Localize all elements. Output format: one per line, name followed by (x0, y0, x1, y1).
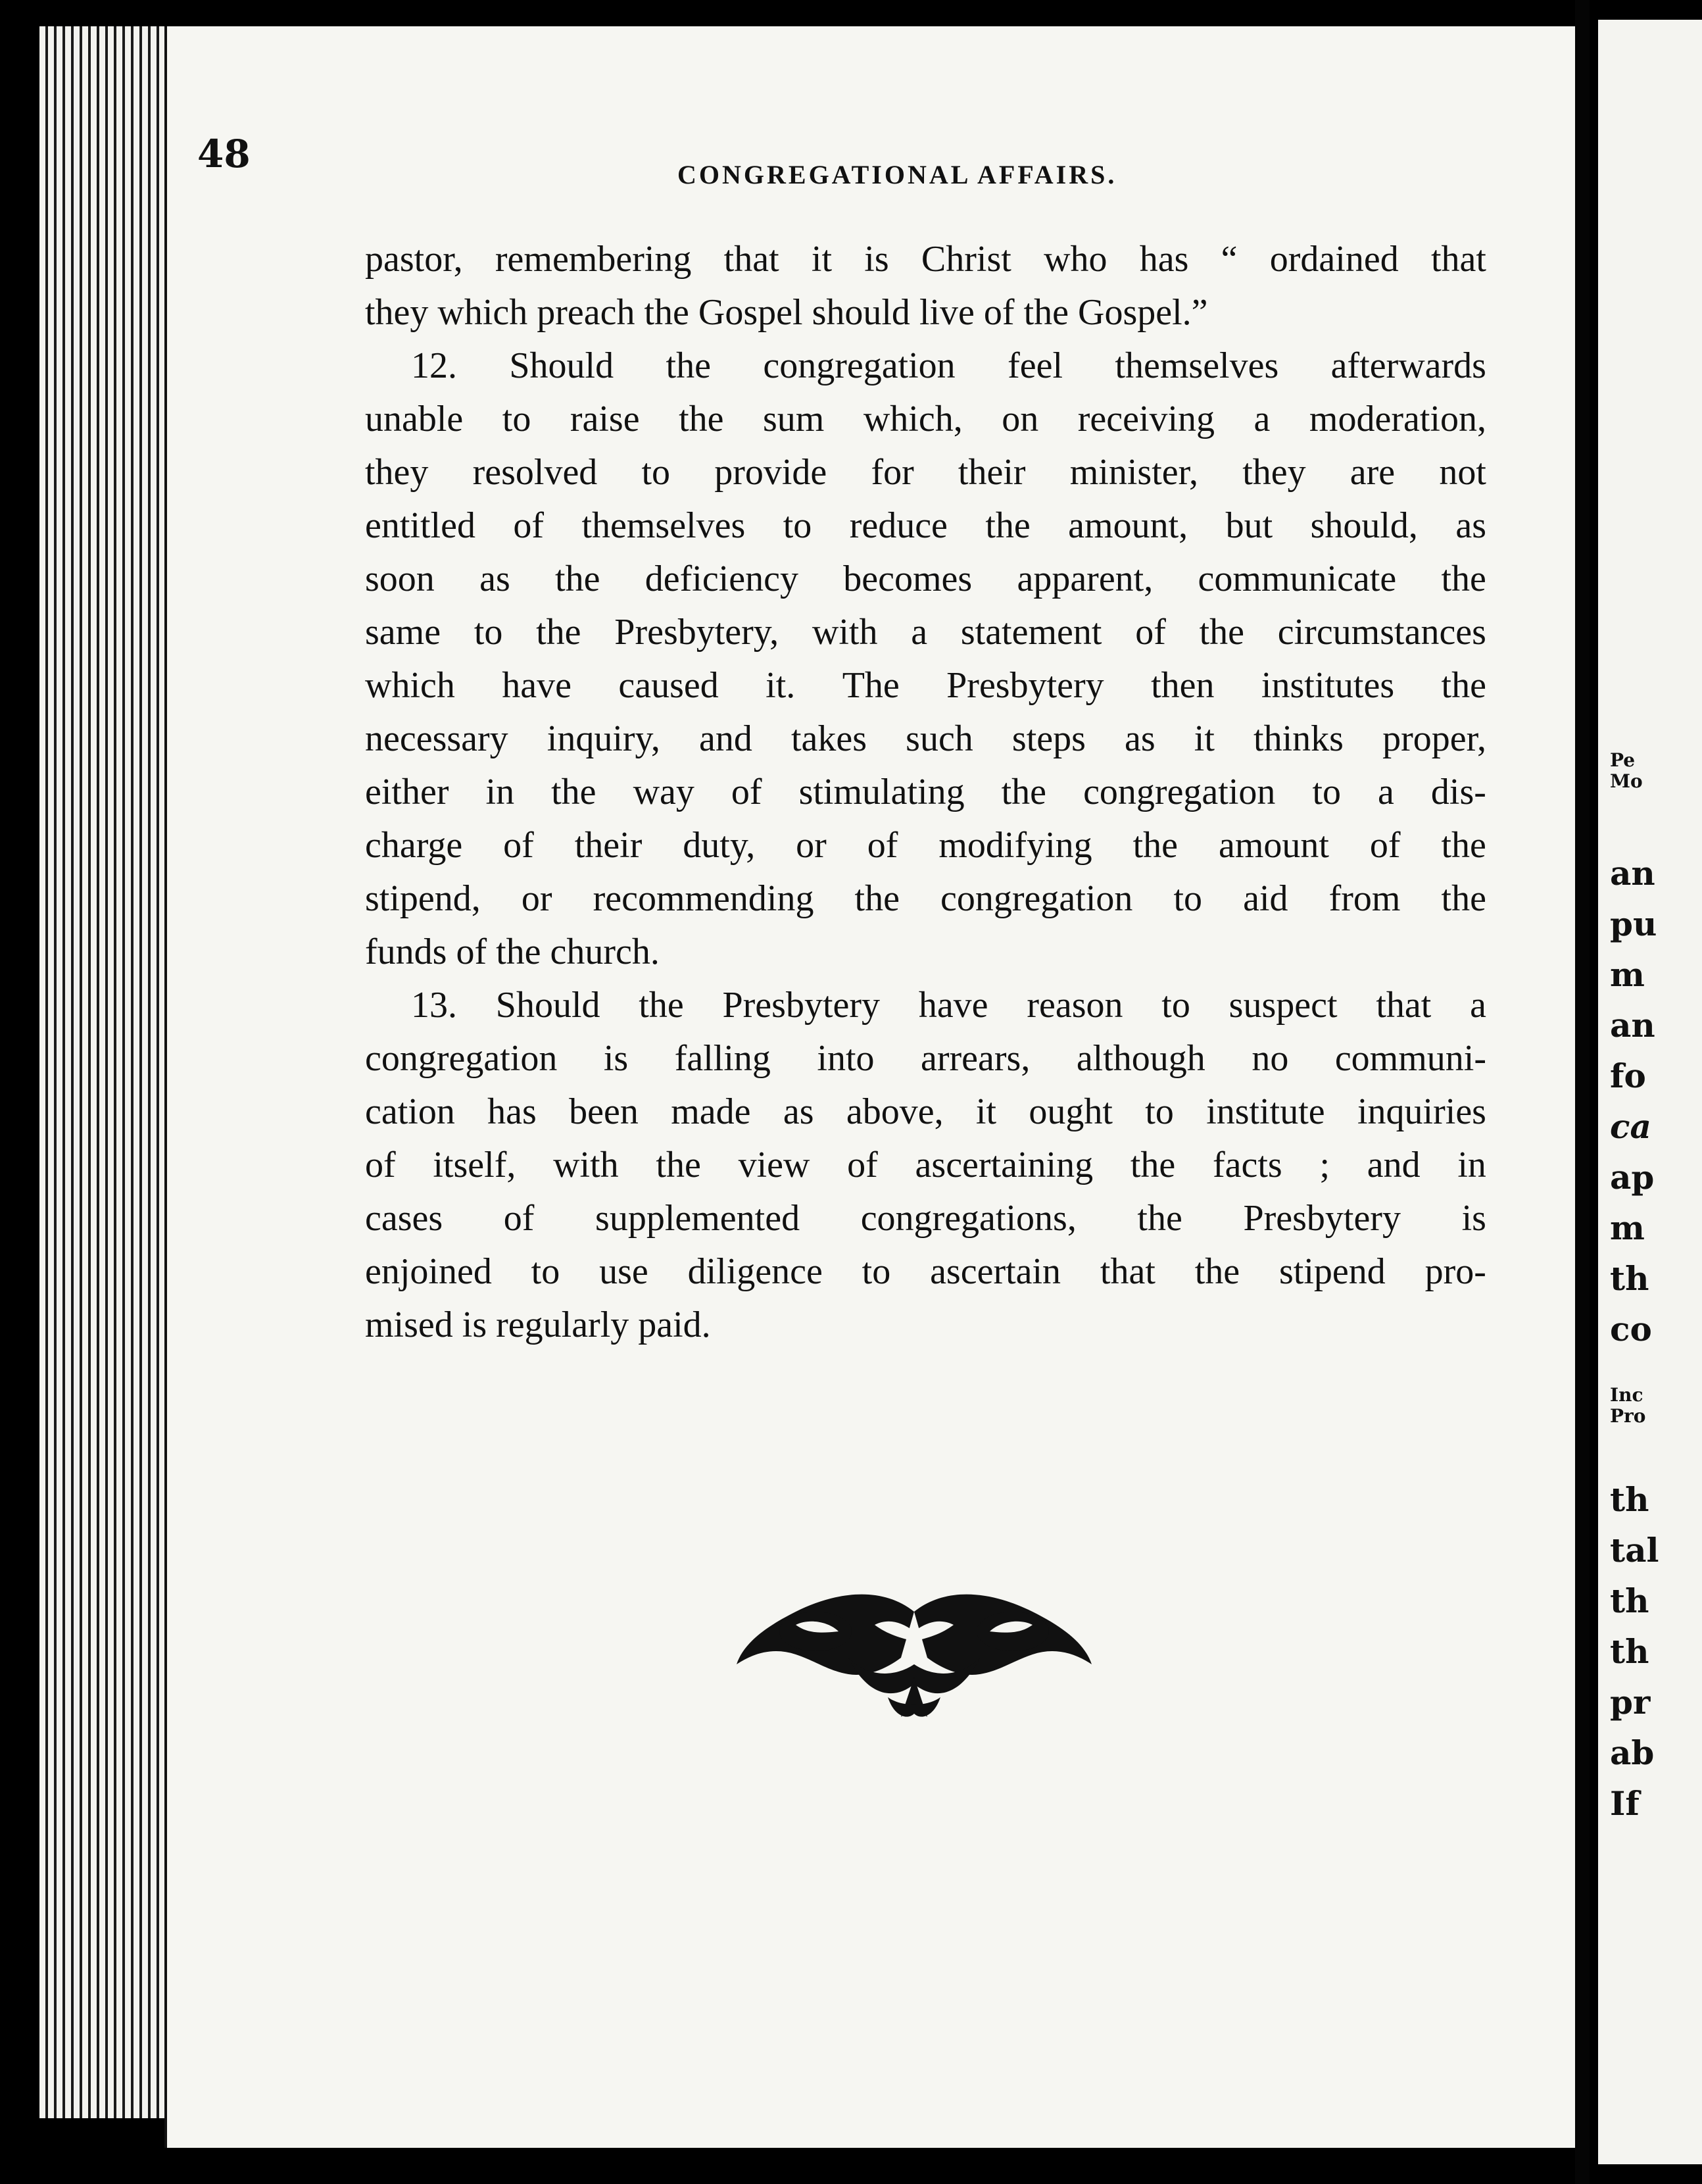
next-page-line: th (1610, 1259, 1649, 1298)
text-line (365, 926, 1486, 979)
word: Should (495, 985, 600, 1026)
word: “ (1221, 239, 1238, 280)
word: becomes (843, 558, 973, 599)
word: congregation (940, 878, 1133, 919)
winged-ornament-icon (717, 1585, 1111, 1724)
word: of (1135, 612, 1166, 653)
word: the (536, 612, 581, 653)
word: the (1441, 825, 1486, 866)
word: circumstances (1277, 612, 1486, 653)
word: ascertain (930, 1251, 1061, 1292)
text-line (365, 1192, 1486, 1245)
word: arrears, (921, 1038, 1031, 1079)
word: the (679, 399, 724, 439)
word: The (842, 665, 900, 706)
word: Presbytery, (614, 612, 779, 653)
next-page-line: m (1610, 955, 1645, 994)
word: which (437, 292, 528, 333)
word: no (1252, 1038, 1289, 1079)
word: a (911, 612, 928, 653)
word: to (1312, 772, 1341, 812)
word: should (812, 292, 910, 333)
word: as (783, 1091, 814, 1132)
word: of (513, 505, 545, 546)
word: that (723, 239, 779, 280)
side-note-line: Mo (1610, 770, 1643, 792)
word: 12. (411, 345, 457, 386)
word: of (365, 1145, 396, 1185)
word: Presbytery (722, 985, 881, 1026)
text-line (365, 446, 1486, 499)
word: should, (1310, 505, 1418, 546)
word: receiving (1077, 399, 1215, 439)
word: are (1349, 452, 1396, 493)
word: reason (1027, 985, 1123, 1026)
next-page-line: ap (1610, 1158, 1655, 1197)
word: into (817, 1038, 875, 1079)
word: view (738, 1145, 810, 1185)
word: the (666, 345, 711, 386)
word: to (641, 452, 671, 493)
word: sum (762, 399, 825, 439)
word: aid (1243, 878, 1288, 919)
word: ; (1319, 1145, 1330, 1185)
text-line (365, 659, 1486, 712)
word: has (1139, 239, 1189, 280)
page-number: 48 (197, 132, 251, 176)
word: stimulating (798, 772, 965, 812)
word: way (633, 772, 694, 812)
word: or (521, 878, 552, 919)
word: that (1376, 985, 1432, 1026)
word: Should (509, 345, 614, 386)
word: apparent, (1017, 558, 1154, 599)
word: amount, (1068, 505, 1188, 546)
word: ordained (1269, 239, 1399, 280)
word: ought (1029, 1091, 1113, 1132)
word: have (502, 665, 571, 706)
text-line (365, 233, 1486, 286)
next-page-line: th (1610, 1480, 1649, 1519)
word: thinks (1253, 718, 1344, 759)
word: themselves (581, 505, 746, 546)
word: and (1367, 1145, 1421, 1185)
word: above, (846, 1091, 944, 1132)
word: made (671, 1091, 751, 1132)
word: pastor, (365, 239, 463, 280)
word: in (485, 772, 515, 812)
running-head: CONGREGATIONAL AFFAIRS. (677, 160, 1117, 189)
word: from (1328, 878, 1401, 919)
next-page-line: pr (1610, 1683, 1651, 1722)
word: congregation (365, 1038, 558, 1079)
word: the (656, 1145, 701, 1185)
word: suspect (1228, 985, 1338, 1026)
adjacent-page (1598, 20, 1702, 2164)
word: of (847, 1145, 878, 1185)
word: inquiry, (547, 718, 660, 759)
next-page-line: ca (1610, 1107, 1651, 1146)
word: which (365, 665, 455, 706)
word: cation (365, 1091, 455, 1132)
word: preach (537, 292, 635, 333)
word: the (1023, 292, 1069, 333)
word: dis- (1430, 772, 1486, 812)
word: amount (1218, 825, 1329, 866)
word: they (365, 452, 429, 493)
text-line (365, 872, 1486, 926)
word: modifying (938, 825, 1092, 866)
side-note-line: Pe (1610, 749, 1636, 771)
word: that (1430, 239, 1486, 280)
word: communicate (1198, 558, 1397, 599)
word: necessary (365, 718, 508, 759)
word: unable (365, 399, 464, 439)
word: of (731, 772, 762, 812)
word: they (365, 292, 429, 333)
next-page-line: co (1610, 1310, 1652, 1349)
text-line (365, 499, 1486, 553)
word: either (365, 772, 449, 812)
word: congregations, (860, 1198, 1077, 1239)
word: supplemented (595, 1198, 800, 1239)
word: such (906, 718, 973, 759)
word: in (1457, 1145, 1486, 1185)
word: and (699, 718, 752, 759)
text-line (365, 712, 1486, 766)
word: funds (365, 931, 447, 972)
word: a (1378, 772, 1394, 812)
text-line (365, 979, 1486, 1032)
word: 13. (411, 985, 457, 1026)
word: resolved (472, 452, 598, 493)
word: to (1145, 1091, 1174, 1132)
word: as (479, 558, 510, 599)
word: feel (1008, 345, 1063, 386)
word: to (1161, 985, 1190, 1026)
word: although (1076, 1038, 1205, 1079)
text-line (365, 1085, 1486, 1139)
word: of (503, 1198, 535, 1239)
word: it (811, 239, 833, 280)
word: stipend, (365, 878, 481, 919)
side-note (1610, 1385, 1645, 1427)
word: that (1100, 1251, 1155, 1292)
word: it. (766, 665, 796, 706)
side-note-line: Inc (1610, 1384, 1643, 1406)
next-page-line: an (1610, 1006, 1655, 1045)
word: the (1199, 612, 1245, 653)
word: with (553, 1145, 619, 1185)
word: the (985, 505, 1031, 546)
side-note-line: Pro (1610, 1405, 1646, 1427)
word: cases (365, 1198, 443, 1239)
body-text (365, 233, 1486, 1352)
text-line (365, 1245, 1486, 1299)
word: charge (365, 825, 463, 866)
word: the (639, 985, 684, 1026)
word: it (975, 1091, 997, 1132)
word: duty, (683, 825, 756, 866)
word: it (1194, 718, 1215, 759)
word: institute (1206, 1091, 1325, 1132)
word: is (462, 1304, 487, 1345)
word: to (531, 1251, 560, 1292)
word: is (864, 239, 889, 280)
word: steps (1011, 718, 1086, 759)
word: falling (674, 1038, 771, 1079)
word: to (1173, 878, 1203, 919)
word: the (551, 772, 596, 812)
word: same (365, 612, 441, 653)
word: takes (790, 718, 867, 759)
text-line (365, 819, 1486, 872)
next-page-line: th (1610, 1581, 1649, 1620)
word: diligence (687, 1251, 823, 1292)
next-page-line: ab (1610, 1733, 1655, 1772)
word: use (599, 1251, 648, 1292)
word: ascertaining (915, 1145, 1094, 1185)
word: mised (365, 1304, 453, 1345)
word: Presbytery (1243, 1198, 1401, 1239)
next-page-line: pu (1610, 905, 1657, 943)
word: then (1151, 665, 1215, 706)
next-page-line: If (1610, 1784, 1640, 1823)
word: inquiries (1357, 1091, 1486, 1132)
word: to (502, 399, 531, 439)
word: enjoined (365, 1251, 492, 1292)
word: a (1253, 399, 1271, 439)
word: minister, (1069, 452, 1199, 493)
word: church. (550, 931, 660, 972)
word: reduce (849, 505, 948, 546)
word: they (1242, 452, 1306, 493)
word: Gospel (698, 292, 803, 333)
word: the (854, 878, 900, 919)
word: Presbytery (946, 665, 1104, 706)
word: Gospel.” (1078, 292, 1208, 333)
word: proper, (1382, 718, 1486, 759)
word: of (503, 825, 534, 866)
word: a (1470, 985, 1486, 1026)
text-line (365, 553, 1486, 606)
page-edges (39, 26, 164, 2118)
word: the (1194, 1251, 1240, 1292)
word: as (1455, 505, 1486, 546)
next-page-line: fo (1610, 1056, 1646, 1095)
word: moderation, (1309, 399, 1486, 439)
word: statement (960, 612, 1102, 653)
next-page-line: an (1610, 854, 1655, 893)
word: congregation (763, 345, 956, 386)
page-gutter-shadow (1575, 0, 1590, 2184)
word: their (958, 452, 1026, 493)
word: has (487, 1091, 537, 1132)
word: is (603, 1038, 629, 1079)
word: which, (863, 399, 963, 439)
word: provide (714, 452, 827, 493)
text-line (365, 606, 1486, 659)
word: or (796, 825, 827, 866)
word: regularly (496, 1304, 629, 1345)
word: recommending (593, 878, 814, 919)
word: the (644, 292, 689, 333)
word: been (569, 1091, 639, 1132)
word: live (919, 292, 975, 333)
next-page-line: th (1610, 1632, 1649, 1671)
text-line (365, 393, 1486, 446)
word: with (812, 612, 878, 653)
word: the (1441, 558, 1486, 599)
word: remembering (495, 239, 692, 280)
word: as (1125, 718, 1155, 759)
word: the (1130, 1145, 1176, 1185)
side-note (1610, 750, 1643, 792)
word: their (574, 825, 643, 866)
text-line (365, 286, 1486, 339)
word: on (1002, 399, 1039, 439)
word: caused (618, 665, 719, 706)
word: the (496, 931, 541, 972)
word: institutes (1261, 665, 1395, 706)
word: Christ (921, 239, 1011, 280)
word: is (1461, 1198, 1486, 1239)
word: who (1044, 239, 1107, 280)
word: stipend (1279, 1251, 1386, 1292)
word: communi- (1334, 1038, 1486, 1079)
word: paid. (638, 1304, 711, 1345)
word: to (474, 612, 503, 653)
word: but (1225, 505, 1273, 546)
word: the (555, 558, 600, 599)
word: the (1137, 1198, 1182, 1239)
word: facts (1212, 1145, 1282, 1185)
word: entitled (365, 505, 475, 546)
word: to (862, 1251, 891, 1292)
word: afterwards (1330, 345, 1486, 386)
word: of (456, 931, 487, 972)
next-page-line: tal (1610, 1531, 1659, 1570)
word: pro- (1424, 1251, 1486, 1292)
word: to (783, 505, 812, 546)
word: not (1439, 452, 1486, 493)
word: for (871, 452, 914, 493)
word: the (1441, 665, 1486, 706)
word: soon (365, 558, 435, 599)
word: have (918, 985, 988, 1026)
next-page-line: m (1610, 1208, 1645, 1247)
word: of (983, 292, 1015, 333)
word: of (867, 825, 898, 866)
text-line (365, 339, 1486, 393)
text-line (365, 1032, 1486, 1085)
text-line (365, 1139, 1486, 1192)
word: the (1001, 772, 1047, 812)
word: themselves (1115, 345, 1279, 386)
word: deficiency (644, 558, 798, 599)
word: itself, (433, 1145, 516, 1185)
text-line (365, 766, 1486, 819)
word: congregation (1083, 772, 1276, 812)
text-line (365, 1299, 1486, 1352)
word: the (1132, 825, 1179, 866)
word: the (1441, 878, 1486, 919)
word: of (1369, 825, 1401, 866)
word: raise (570, 399, 640, 439)
